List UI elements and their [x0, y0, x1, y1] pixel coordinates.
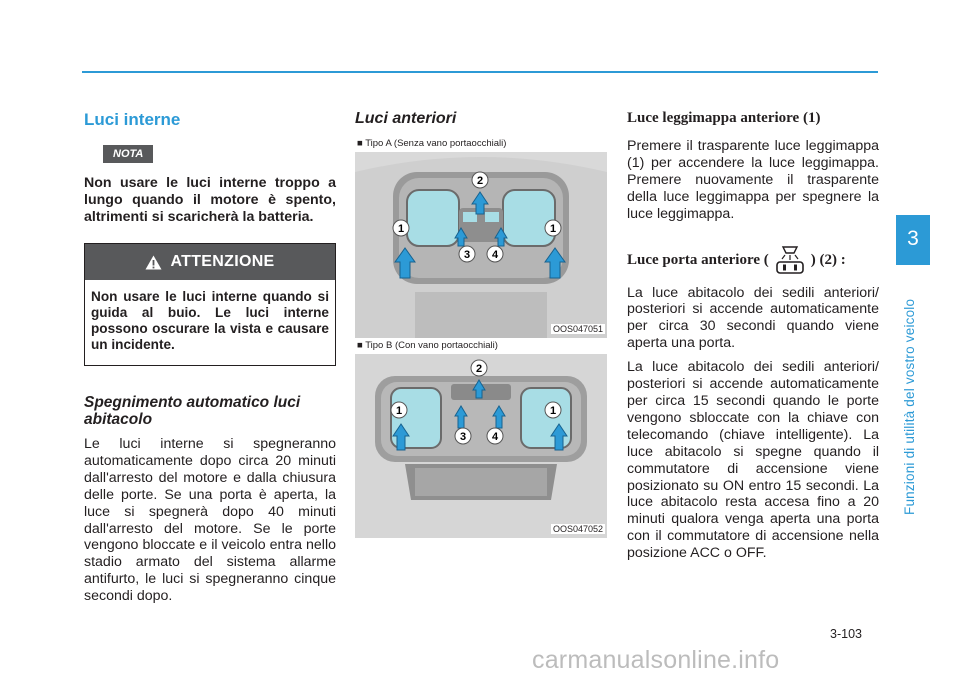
callout-1-left: 1	[395, 405, 403, 417]
figure-caption: ■ Tipo B (Con vano portaocchiali)	[357, 340, 498, 351]
heading-map-lamp: Luce leggimappa anteriore (1)	[627, 110, 821, 126]
watermark: carmanualsonline.info	[532, 646, 780, 674]
figure-type-b	[355, 338, 607, 538]
top-rule	[82, 71, 878, 73]
heading-door-lamp-pre: Luce porta anteriore (	[627, 252, 769, 269]
section-heading: Luci interne	[84, 110, 181, 129]
subheading: Spegnimento automatico luci abitacolo	[84, 394, 301, 428]
callout-2: 2	[476, 175, 484, 187]
warning-title: ATTENZIONE	[170, 253, 275, 270]
nota-text: Non usare le luci interne troppo a lungo quando il motore è spento, altrimenti si scaricherà la batteria.	[84, 175, 336, 225]
callout-4: 4	[491, 249, 499, 261]
roof-console-illustration	[355, 152, 607, 338]
warning-box	[84, 243, 336, 366]
chapter-tab: 3	[896, 215, 930, 265]
chapter-title: Funzioni di utilità del vostro veicolo	[902, 298, 917, 515]
callout-3: 3	[459, 431, 467, 443]
callout-3: 3	[463, 249, 471, 261]
figure-type-a	[355, 138, 607, 338]
heading-door-lamp-post: ) (2) :	[810, 252, 846, 269]
page-number: 3-103	[830, 627, 862, 641]
callout-2: 2	[475, 363, 483, 375]
column-left	[84, 110, 336, 612]
door-lamp-icon	[773, 245, 807, 277]
figure-code: OOS047052	[552, 524, 603, 534]
callout-4: 4	[491, 431, 499, 443]
callout-1-right: 1	[549, 405, 557, 417]
paragraph-map-lamp: Premere il trasparente luce leggimappa (1) per accendere la luce leggimappa. Premere nuovamente il trasparente della luce leggimappa per spegnere la luce leggimappa.	[627, 138, 879, 222]
column-right	[627, 110, 879, 569]
warning-text: Non usare le luci interne quando si guida al buio. Le luci interne possono oscurare la vista e causare un incidente.	[91, 289, 329, 352]
section-heading: Luci anteriori	[355, 110, 457, 127]
paragraph: Le luci interne si spegneranno automaticamente dopo circa 20 minuti dall'arresto del motore e dalla chiusura delle porte. Se una porta è aperta, la luce si spegnerà dopo 40 minuti dall'arresto del motore. Se le porte vengono bloccate e il veicolo entra nello stadio armato del sistema allarme antifurto, le luci si spegneranno cinque secondi dopo.	[84, 436, 336, 605]
paragraph-door-lamp-2: La luce abitacolo dei sedili anteriori/ posteriori si accende automaticamente per circa 15 secondi quando le porte vengono sbloccate con la chiave con telecomando (chiave intelligente). La luce abitacolo si spegne quando il commutatore di accensione viene posizionato su ON entro 15 secondi. La luce abitacolo resta accesa fino a 20 minuti qualora venga aperta una porta con il commutatore di accensione nella posizione ACC o OFF.	[627, 359, 879, 562]
callout-1-left: 1	[397, 223, 405, 235]
warning-header	[85, 244, 335, 280]
figure-code: OOS047051	[552, 324, 603, 334]
callout-1-right: 1	[549, 223, 557, 235]
heading-door-lamp	[627, 245, 879, 277]
warning-triangle-icon	[145, 255, 162, 270]
figure-caption: ■ Tipo A (Senza vano portaocchiali)	[357, 138, 507, 149]
column-middle	[355, 110, 607, 135]
nota-badge: NOTA	[103, 145, 153, 163]
paragraph-door-lamp-1: La luce abitacolo dei sedili anteriori/ posteriori si accende automaticamente per circa 30 secondi quando viene aperta una porta.	[627, 284, 879, 352]
roof-console-illustration	[355, 354, 607, 538]
